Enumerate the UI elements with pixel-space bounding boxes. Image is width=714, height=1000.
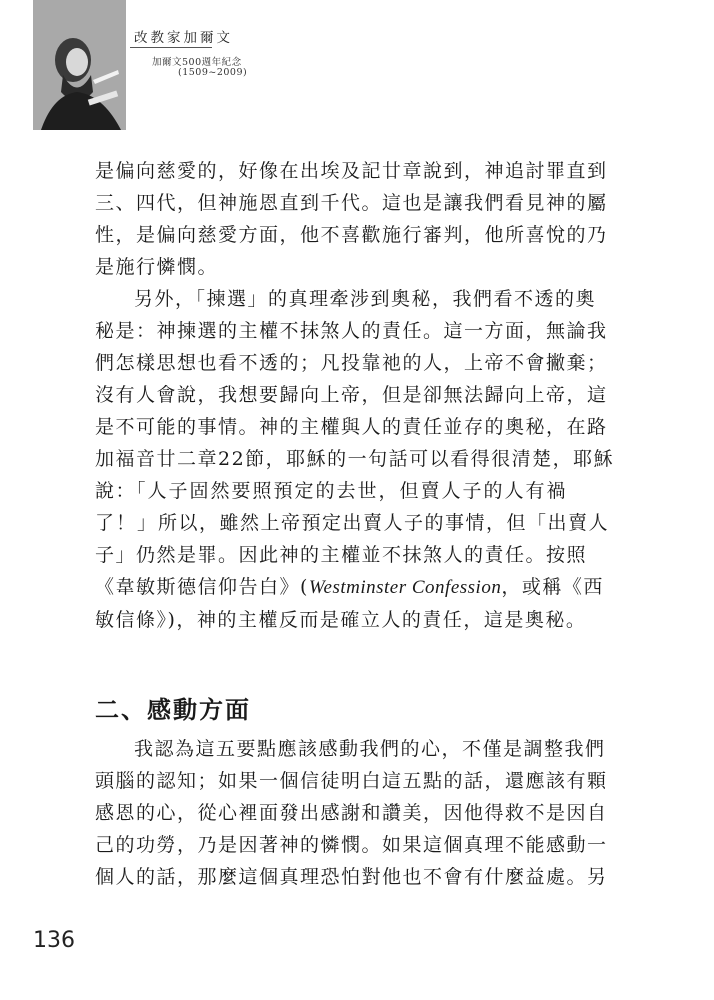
paragraph-text: 所以，雖然上帝預定出賣人子的事情，但「出賣人子」仍然是罪。因此神的主權並不抹煞人的責任。按照《韋敏斯德信仰告白》( [95,512,610,598]
paragraph-text: ，或稱《西敏信條》)，神的主權反而是確立人的責任，這是奧秘。 [95,576,604,631]
running-header-years: (1509~2009) [178,67,248,78]
header-thumbnail [33,0,126,130]
header-divider [130,47,212,48]
paragraph-text: 另外，「揀選」的真理牽涉到奧秘，我們看不透的奧秘是：神揀選的主權不抹煞人的責任。這一方面，無論我們怎樣思想也看不透的；凡投靠祂的人，上帝不會撇棄；沒有人會說，我想要歸向上帝，但是卻無法歸向上帝，這是不可能的事情。神的主權與人的責任並存的奧秘，在路加福音廿二章22節，耶穌的一句話可以看得很清楚，耶穌說： [95,288,615,502]
body-text-top [95,155,615,636]
page-number: 136 [33,928,75,953]
running-header-subtitle: 加爾文500週年紀念 [152,57,242,68]
scripture-quote: 「人子固然要照預定的去世，但賣人子的人有禍了！」 [95,480,568,534]
body-text-bottom [95,733,615,893]
paragraph-emotion: 我認為這五要點應該感動我們的心，不僅是調整我們頭腦的認知；如果一個信徒明白這五點的話，還應該有顆感恩的心，從心裡面發出感謝和讚美，因他得救不是因自己的功勞，乃是因著神的憐憫。如果這個真理不能感動一個人的話，那麼這個真理恐怕對他也不會有什麼益處。另 [95,738,608,888]
english-title: Westminster Confession [308,577,502,598]
section-heading: 二、感動方面 [95,696,251,724]
paragraph-election [95,283,615,636]
paragraph-continuation: 是偏向慈愛的，好像在出埃及記廿章說到，神追討罪直到三、四代，但神施恩直到千代。這也是讓我們看見神的屬性，是偏向慈愛方面，他不喜歡施行審判，他所喜悅的乃是施行憐憫。 [95,160,608,278]
portrait-engraving-icon [33,0,126,130]
running-header-title: 改教家加爾文 [134,30,233,46]
